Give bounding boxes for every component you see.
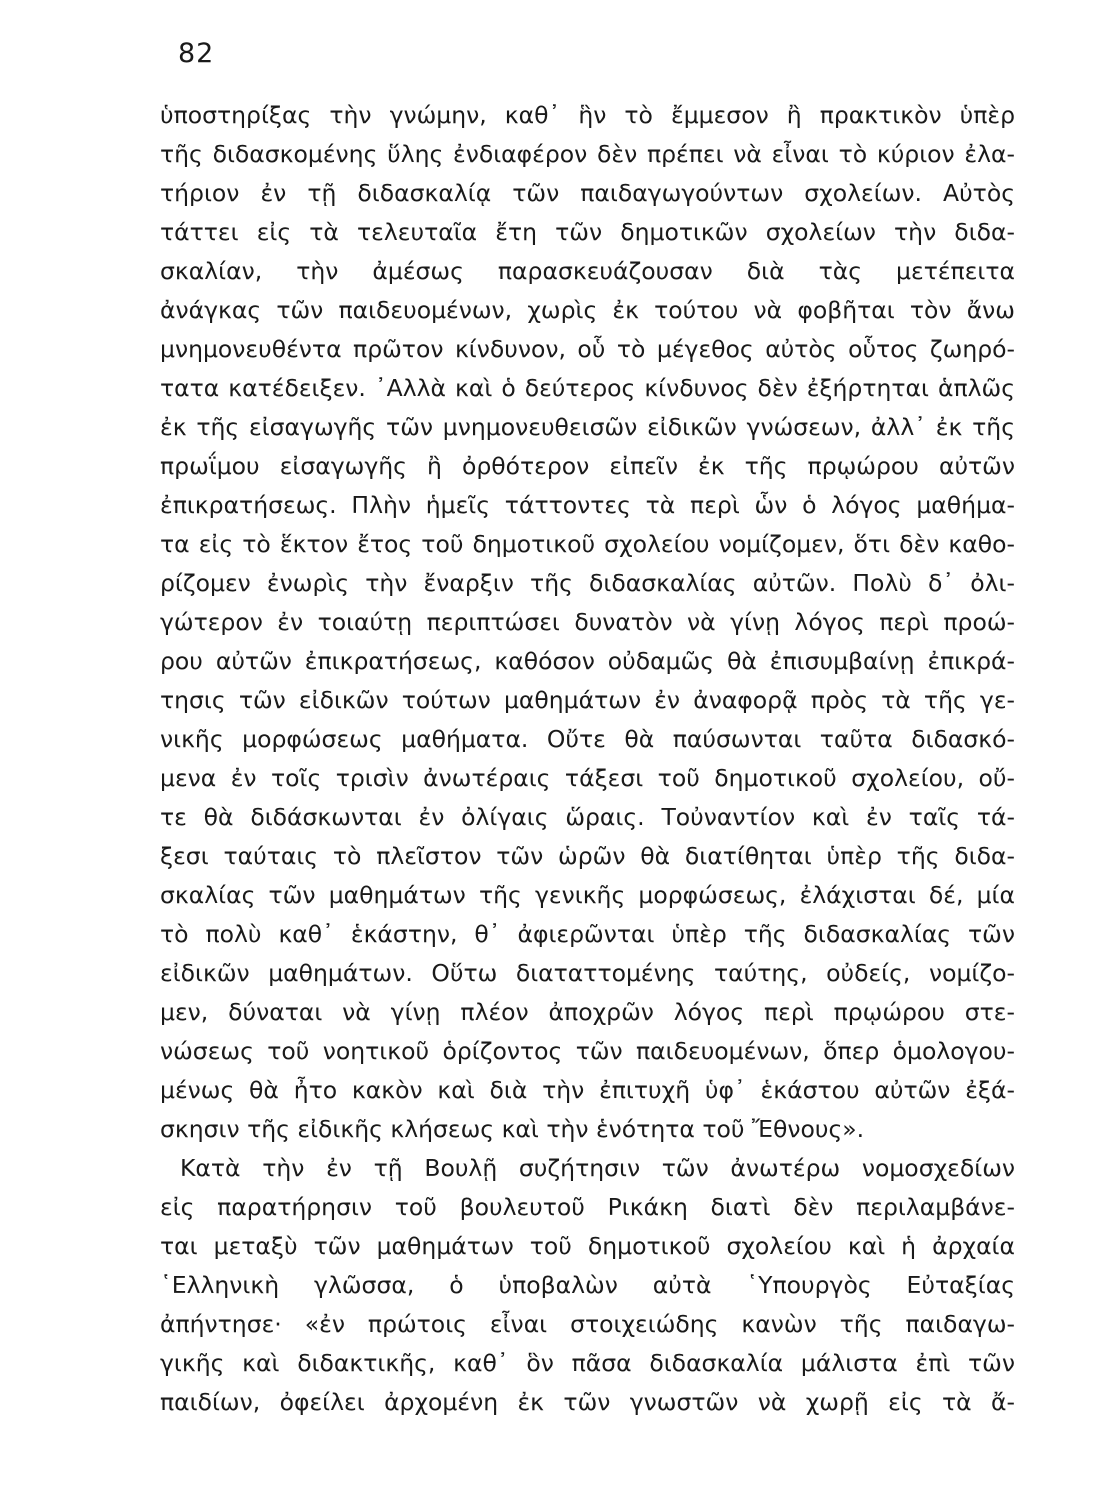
paragraph-1 [160,96,1015,1149]
text-line: ρου αὐτῶν ἐπικρατήσεως, καθόσον οὐδαμῶς θὰ ἐπισυμβαίνῃ ἐπικρά- [160,647,1015,675]
text-line: τα εἰς τὸ ἕκτον ἔτος τοῦ δημοτικοῦ σχολείου νομίζομεν, ὅτι δὲν καθο- [160,530,1015,558]
body-text [160,96,1015,1422]
text-line: σκησιν τῆς εἰδικῆς κλήσεως καὶ τὴν ἑνότητα τοῦ Ἔθνους». [160,1115,865,1143]
text-line: ται μεταξὺ τῶν μαθημάτων τοῦ δημοτικοῦ σχολείου καὶ ἡ ἀρχαία [160,1232,1015,1260]
text-line: μενα ἐν τοῖς τρισὶν ἀνωτέραις τάξεσι τοῦ δημοτικοῦ σχολείου, οὔ- [160,764,1015,792]
page-number: 82 [178,38,215,69]
text-line: ἀπήντησε· «ἐν πρώτοις εἶναι στοιχειώδης κανὼν τῆς παιδαγω- [160,1310,1015,1338]
text-line: τῆς διδασκομένης ὕλης ἐνδιαφέρον δὲν πρέπει νὰ εἶναι τὸ κύριον ἐλα- [160,140,1015,168]
text-line: ῾Ελληνικὴ γλῶσσα, ὁ ὑποβαλὼν αὐτὰ ῾Υπουργὸς Εὐταξίας [160,1271,1015,1299]
text-line: ρίζομεν ἐνωρὶς τὴν ἔναρξιν τῆς διδασκαλίας αὐτῶν. Πολὺ δ᾽ ὀλι- [160,569,1015,597]
text-line: εἰς παρατήρησιν τοῦ βουλευτοῦ Ρικάκη διατὶ δὲν περιλαμβάνε- [160,1193,1015,1221]
text-line: τατα κατέδειξεν. ᾽Αλλὰ καὶ ὁ δεύτερος κίνδυνος δὲν ἐξήρτηται ἁπλῶς [160,374,1015,402]
text-line: γώτερον ἐν τοιαύτῃ περιπτώσει δυνατὸν νὰ γίνῃ λόγος περὶ προώ- [160,608,1015,636]
text-line: τάττει εἰς τὰ τελευταῖα ἔτη τῶν δημοτικῶν σχολείων τὴν διδα- [160,218,1015,246]
text-line: ἐπικρατήσεως. Πλὴν ἡμεῖς τάττοντες τὰ περὶ ὧν ὁ λόγος μαθήμα- [160,491,1015,519]
text-line: παιδίων, ὀφείλει ἀρχομένη ἐκ τῶν γνωστῶν νὰ χωρῇ εἰς τὰ ἄ- [160,1388,1015,1416]
text-line: μένως θὰ ἦτο κακὸν καὶ διὰ τὴν ἐπιτυχῆ ὑφ᾽ ἑκάστου αὐτῶν ἐξά- [160,1076,1015,1104]
text-line: ὑποστηρίξας τὴν γνώμην, καθ᾽ ἣν τὸ ἔμμεσον ἢ πρακτικὸν ὑπὲρ [160,101,1015,129]
text-line: εἰδικῶν μαθημάτων. Οὕτω διαταττομένης ταύτης, οὐδείς, νομίζο- [160,959,1015,987]
text-line: σκαλίαν, τὴν ἀμέσως παρασκευάζουσαν διὰ τὰς μετέπειτα [160,257,1015,285]
paragraph-2 [160,1149,1015,1422]
text-line: ξεσι ταύταις τὸ πλεῖστον τῶν ὡρῶν θὰ διατίθηται ὑπὲρ τῆς διδα- [160,842,1015,870]
text-line: ἐκ τῆς εἰσαγωγῆς τῶν μνημονευθεισῶν εἰδικῶν γνώσεων, ἀλλ᾽ ἐκ τῆς [160,413,1015,441]
text-line: μνημονευθέντα πρῶτον κίνδυνον, οὗ τὸ μέγεθος αὐτὸς οὗτος ζωηρό- [160,335,1015,363]
text-line: γικῆς καὶ διδακτικῆς, καθ᾽ ὃν πᾶσα διδασκαλία μάλιστα ἐπὶ τῶν [160,1349,1015,1377]
text-line: σκαλίας τῶν μαθημάτων τῆς γενικῆς μορφώσεως, ἐλάχισται δέ, μία [160,881,1015,909]
text-line: νικῆς μορφώσεως μαθήματα. Οὔτε θὰ παύσωνται ταῦτα διδασκό- [160,725,1015,753]
text-line: μεν, δύναται νὰ γίνῃ πλέον ἀποχρῶν λόγος περὶ πρῳώρου στε- [160,998,1015,1026]
text-line: τὸ πολὺ καθ᾽ ἑκάστην, θ᾽ ἀφιερῶνται ὑπὲρ τῆς διδασκαλίας τῶν [160,920,1015,948]
text-line: νώσεως τοῦ νοητικοῦ ὁρίζοντος τῶν παιδευομένων, ὅπερ ὁμολογου- [160,1037,1015,1065]
text-line: τήριον ἐν τῇ διδασκαλίᾳ τῶν παιδαγωγούντων σχολείων. Αὐτὸς [160,179,1015,207]
text-line: τησις τῶν εἰδικῶν τούτων μαθημάτων ἐν ἀναφορᾷ πρὸς τὰ τῆς γε- [160,686,1015,714]
text-line: Κατὰ τὴν ἐν τῇ Βουλῇ συζήτησιν τῶν ἀνωτέρω νομοσχεδίων [180,1154,1015,1182]
text-line: πρωΐμου εἰσαγωγῆς ἢ ὀρθότερον εἰπεῖν ἐκ τῆς πρῳώρου αὐτῶν [160,452,1015,480]
text-line: τε θὰ διδάσκωνται ἐν ὀλίγαις ὥραις. Τοὐναντίον καὶ ἐν ταῖς τά- [160,803,1015,831]
text-line: ἀνάγκας τῶν παιδευομένων, χωρὶς ἐκ τούτου νὰ φοβῆται τὸν ἄνω [160,296,1015,324]
